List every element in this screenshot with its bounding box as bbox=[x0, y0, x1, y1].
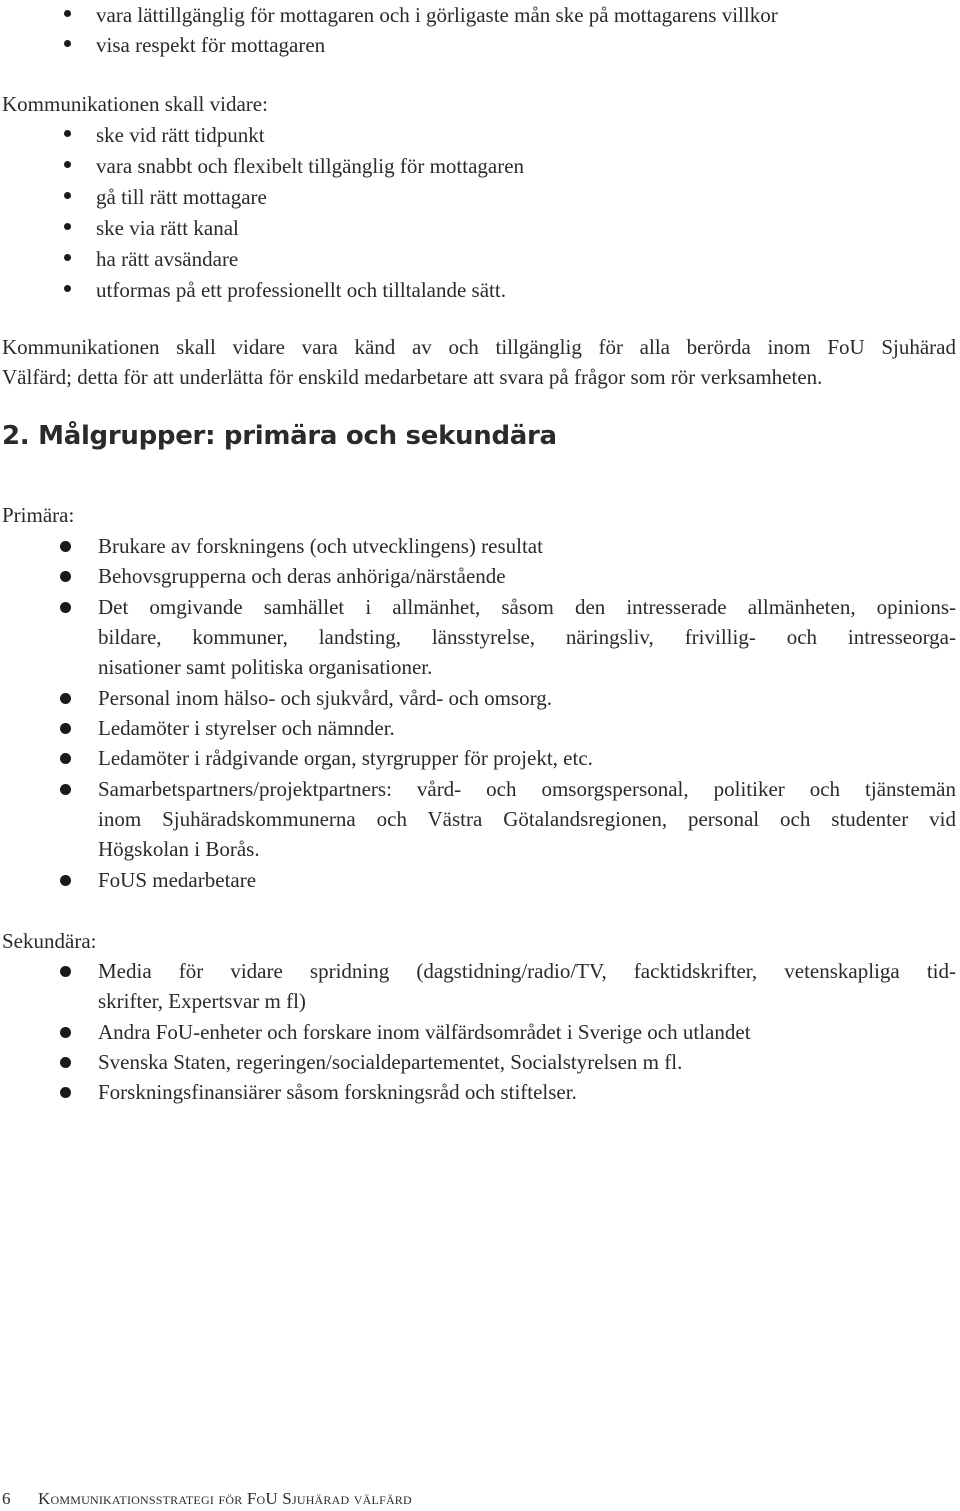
bullet-icon bbox=[60, 1057, 71, 1068]
list-item: Ledamöter i rådgivande organ, styrgrupper för projekt, etc. bbox=[98, 746, 593, 770]
bullet-icon bbox=[64, 285, 71, 292]
bullet-icon bbox=[64, 40, 71, 47]
bullet-icon bbox=[64, 192, 71, 199]
paragraph-line: Välfärd; detta för att underlätta för enskild medarbetare att svara på frågor som rör verksamheten. bbox=[2, 365, 823, 389]
footer-title: Kommunikationsstrategi för FoU Sjuhärad välfärd bbox=[38, 1489, 412, 1508]
communication-intro: Kommunikationen skall vidare: bbox=[2, 92, 268, 116]
list-item: ha rätt avsändare bbox=[96, 247, 239, 271]
list-item-line: Media för vidare spridning (dagstidning/radio/TV, facktidskrifter, vetenskapliga tid- bbox=[98, 959, 956, 983]
list-item: Forskningsfinansiärer såsom forskningsråd och stiftelser. bbox=[98, 1080, 577, 1104]
list-item: vara lättillgänglig för mottagaren och i görligaste mån ske på mottagarens villkor bbox=[96, 3, 778, 27]
list-item-line: inom Sjuhäradskommunerna och Västra Götalandsregionen, personal och studenter vid bbox=[98, 807, 956, 831]
secondary-label: Sekundära: bbox=[2, 929, 97, 953]
paragraph-line: Kommunikationen skall vidare vara känd av och tillgänglig för alla berörda inom FoU Sjuhärad bbox=[2, 335, 956, 359]
page-number: 6 bbox=[2, 1489, 11, 1508]
bullet-icon bbox=[60, 571, 71, 582]
list-item-line: bildare, kommuner, landsting, länsstyrelse, näringsliv, frivillig- och intresseorga- bbox=[98, 625, 956, 649]
bullet-icon bbox=[64, 130, 71, 137]
list-item: Svenska Staten, regeringen/socialdepartementet, Socialstyrelsen m fl. bbox=[98, 1050, 683, 1074]
list-item: utformas på ett professionellt och tilltalande sätt. bbox=[96, 278, 506, 302]
bullet-icon bbox=[64, 223, 71, 230]
list-item-line: Högskolan i Borås. bbox=[98, 837, 260, 861]
bullet-icon bbox=[60, 1087, 71, 1098]
bullet-icon bbox=[64, 161, 71, 168]
bullet-icon bbox=[60, 753, 71, 764]
list-item: vara snabbt och flexibelt tillgänglig för mottagaren bbox=[96, 154, 525, 178]
list-item-line: Samarbetspartners/projektpartners: vård- och omsorgspersonal, politiker och tjänstemän bbox=[98, 777, 956, 801]
list-item: gå till rätt mottagare bbox=[96, 185, 267, 209]
bullet-icon bbox=[60, 541, 71, 552]
bullet-icon bbox=[60, 966, 71, 977]
bullet-icon bbox=[64, 254, 71, 261]
list-item-line: Det omgivande samhället i allmänhet, såsom den intresserade allmänheten, opinions- bbox=[98, 595, 956, 619]
bullet-icon bbox=[60, 602, 71, 613]
list-item: Andra FoU-enheter och forskare inom välfärdsområdet i Sverige och utlandet bbox=[98, 1020, 751, 1044]
section-heading: 2. Målgrupper: primära och sekundära bbox=[2, 421, 557, 451]
list-item: visa respekt för mottagaren bbox=[96, 33, 326, 57]
bullet-icon bbox=[60, 693, 71, 704]
list-item: ske vid rätt tidpunkt bbox=[96, 123, 265, 147]
list-item-line: skrifter, Expertsvar m fl) bbox=[98, 989, 306, 1013]
bullet-icon bbox=[60, 723, 71, 734]
bullet-icon bbox=[64, 10, 71, 17]
list-item: Personal inom hälso- och sjukvård, vård- och omsorg. bbox=[98, 686, 552, 710]
bullet-icon bbox=[60, 784, 71, 795]
list-item: Brukare av forskningens (och utvecklingens) resultat bbox=[98, 534, 543, 558]
list-item: ske via rätt kanal bbox=[96, 216, 239, 240]
list-item: FoUS medarbetare bbox=[98, 868, 257, 892]
list-item: Ledamöter i styrelser och nämnder. bbox=[98, 716, 395, 740]
primary-label: Primära: bbox=[2, 503, 75, 527]
list-item-line: nisationer samt politiska organisationer. bbox=[98, 655, 433, 679]
bullet-icon bbox=[60, 875, 71, 886]
list-item: Behovsgrupperna och deras anhöriga/närstående bbox=[98, 564, 506, 588]
bullet-icon bbox=[60, 1027, 71, 1038]
